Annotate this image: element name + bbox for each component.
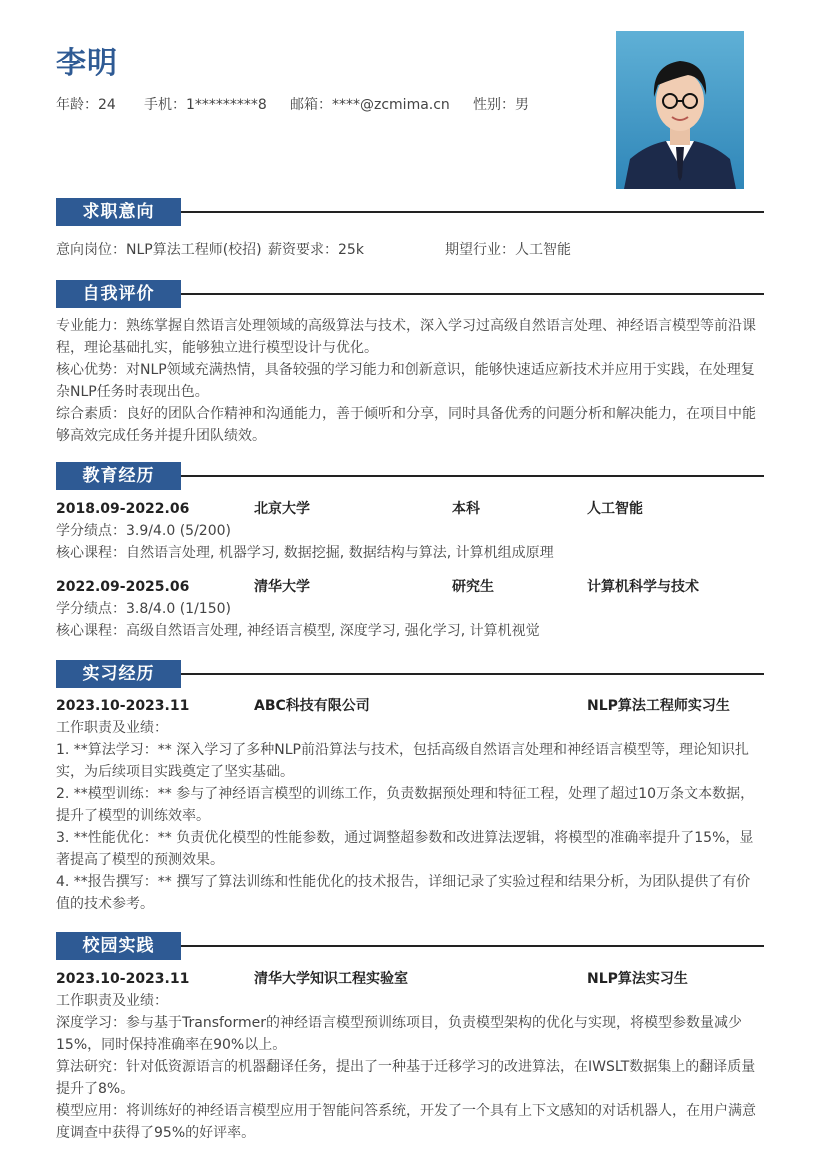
intern-item: 2. **模型训练：** 参与了神经语言模型的训练工作，负责数据预处理和特征工程，处理了超过10万条文本数据，提升了模型的训练效率。 — [56, 786, 755, 824]
gender: 性别：男 — [473, 97, 529, 113]
desired-salary: 薪资要求：25k — [268, 242, 364, 258]
self-eval-paragraph: 综合素质：良好的团队合作精神和沟通能力，善于倾听和分享，同时具备优秀的问题分析和解决能力，在项目中能够高效完成任务并提升团队绩效。 — [56, 406, 756, 444]
campus-period: 2023.10-2023.11 — [56, 971, 190, 987]
objective-details — [56, 239, 764, 261]
edu-major: 人工智能 — [587, 501, 643, 517]
section-title: 自我评价 — [56, 280, 181, 308]
section-divider — [181, 293, 764, 295]
intern-role: NLP算法工程师实习生 — [587, 698, 730, 714]
intern-period: 2023.10-2023.11 — [56, 698, 190, 714]
intern-item: 3. **性能优化：** 负责优化模型的性能参数，通过调整超参数和改进算法逻辑，将模型的准确率提升了15%，显著提高了模型的预测效果。 — [56, 830, 754, 868]
section-divider — [181, 673, 764, 675]
desired-industry: 期望行业：人工智能 — [445, 242, 571, 258]
edu-degree: 本科 — [452, 501, 480, 517]
edu-courses: 核心课程：高级自然语言处理, 神经语言模型, 深度学习, 强化学习, 计算机视觉 — [56, 623, 540, 639]
edu-gpa: 学分绩点：3.9/4.0 (5/200) — [56, 523, 231, 539]
campus-intro: 工作职责及业绩： — [56, 993, 168, 1009]
section-title: 求职意向 — [56, 198, 181, 226]
section-self-evaluation — [56, 280, 764, 308]
section-education — [56, 462, 764, 490]
self-evaluation-text — [56, 315, 764, 447]
profile-photo — [616, 31, 744, 189]
candidate-name: 李明 — [56, 46, 118, 81]
edu-major: 计算机科学与技术 — [587, 579, 699, 595]
campus-role: NLP算法实习生 — [587, 971, 688, 987]
campus-item: 算法研究：针对低资源语言的机器翻译任务，提出了一种基于迁移学习的改进算法，在IWSLT数据集上的翻译质量提升了8%。 — [56, 1059, 756, 1097]
section-objective — [56, 198, 764, 226]
section-divider — [181, 475, 764, 477]
section-divider — [181, 211, 764, 213]
edu-courses: 核心课程：自然语言处理, 机器学习, 数据挖掘, 数据结构与算法, 计算机组成原理 — [56, 545, 554, 561]
edu-degree: 研究生 — [452, 579, 494, 595]
section-campus — [56, 932, 764, 960]
edu-school: 清华大学 — [254, 579, 310, 595]
section-title: 校园实践 — [56, 932, 181, 960]
self-eval-paragraph: 核心优势：对NLP领域充满热情，具备较强的学习能力和创新意识，能够快速适应新技术并应用于实践，在处理复杂NLP任务时表现出色。 — [56, 362, 755, 400]
desired-position: 意向岗位：NLP算法工程师(校招) — [56, 242, 262, 258]
campus-org: 清华大学知识工程实验室 — [254, 971, 408, 987]
intern-item: 4. **报告撰写：** 撰写了算法训练和性能优化的技术报告，详细记录了实验过程和结果分析，为团队提供了有价值的技术参考。 — [56, 874, 751, 912]
age: 年龄：24 — [56, 97, 116, 113]
intern-company: ABC科技有限公司 — [254, 698, 370, 714]
intern-item: 1. **算法学习：** 深入学习了多种NLP前沿算法与技术，包括高级自然语言处理和神经语言模型等，理论知识扎实，为后续项目实践奠定了坚实基础。 — [56, 742, 749, 780]
intern-intro: 工作职责及业绩： — [56, 720, 168, 736]
section-divider — [181, 945, 764, 947]
email: 邮箱：****@zcmima.cn — [290, 97, 450, 113]
campus-item: 模型应用：将训练好的神经语言模型应用于智能问答系统，开发了一个具有上下文感知的对话机器人，在用户满意度调查中获得了95%的好评率。 — [56, 1103, 756, 1141]
section-internship — [56, 660, 764, 688]
education-entry — [56, 498, 764, 564]
campus-entry — [56, 968, 764, 1144]
campus-item: 深度学习：参与基于Transformer的神经语言模型预训练项目，负责模型架构的优化与实现，将模型参数量减少15%，同时保持准确率在90%以上。 — [56, 1015, 743, 1053]
edu-period: 2018.09-2022.06 — [56, 501, 190, 517]
edu-gpa: 学分绩点：3.8/4.0 (1/150) — [56, 601, 231, 617]
internship-entry — [56, 695, 764, 915]
section-title: 实习经历 — [56, 660, 181, 688]
phone: 手机：1*********8 — [144, 97, 267, 113]
edu-period: 2022.09-2025.06 — [56, 579, 190, 595]
self-eval-paragraph: 专业能力：熟练掌握自然语言处理领域的高级算法与技术，深入学习过高级自然语言处理、神经语言模型等前沿课程，理论基础扎实，能够独立进行模型设计与优化。 — [56, 318, 756, 356]
edu-school: 北京大学 — [254, 501, 310, 517]
education-entry — [56, 576, 764, 642]
section-title: 教育经历 — [56, 462, 181, 490]
